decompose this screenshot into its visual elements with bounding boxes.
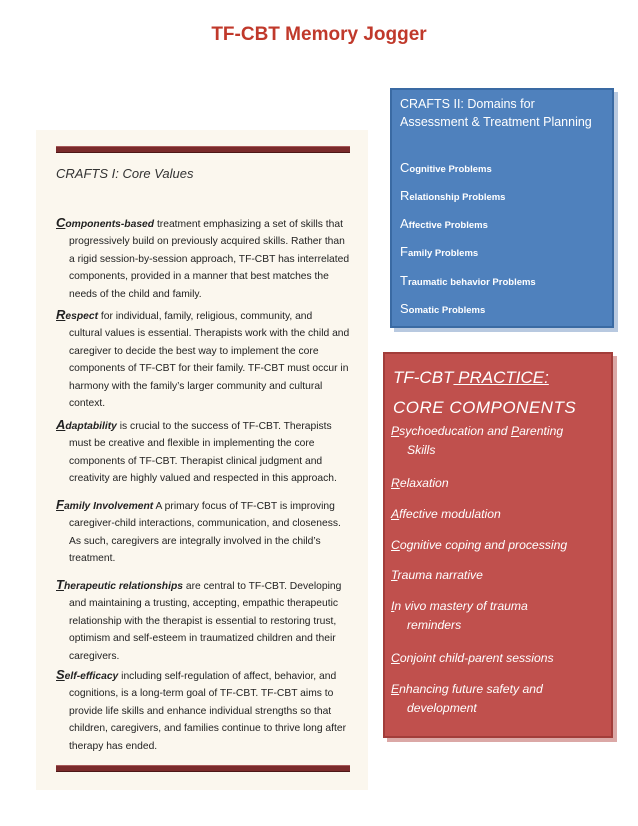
value-term: espect (65, 311, 99, 322)
value-term: daptability (65, 421, 117, 432)
core-values-panel (36, 130, 368, 790)
core-values-heading: CRAFTS I: Core Values (56, 166, 194, 181)
value-initial: S (56, 667, 65, 682)
component-item: Cognitive coping and processing (391, 538, 568, 552)
value-text-first: is crucial to the success of TF-CBT. Therapists (116, 421, 332, 432)
domain-item: Traumatic behavior Problems (400, 273, 536, 288)
value-initial: F (56, 497, 64, 512)
component-item: Conjoint child-parent sessions (391, 651, 554, 665)
component-item: Psychoeducation and Parenting Skills (391, 424, 564, 457)
value-initial: R (56, 307, 66, 322)
value-text-first: for individual, family, religious, community, and (98, 311, 313, 322)
assessment-domains-box (390, 88, 614, 328)
domain-item: Family Problems (400, 244, 479, 259)
assessment-domains-heading: CRAFTS II: Domains for Assessment & Treatment Planning (400, 97, 592, 129)
value-text-rest: cognitions, is a long-term goal of TF-CBT. TF-CBT aims to provide life skills and enhance individual strengths so that children, caregivers, and families continue to thrive long after therapy has ended. (69, 688, 347, 752)
bottom-divider (56, 765, 350, 772)
value-text-first: are central to TF-CBT. Developing (182, 581, 342, 592)
value-term: elf-efficacy (64, 671, 119, 682)
value-adaptability (56, 416, 352, 488)
value-initial: T (56, 577, 64, 592)
domain-item: Cognitive Problems (400, 160, 492, 175)
value-term: amily Involvement (63, 501, 154, 512)
value-respect (56, 306, 352, 412)
value-text-rest: progressively build on previously acquired skills. Rather than a rigid session-by-session approach, TF-CBT has interrelated components, provided in a manner that best matches the needs of the child and family. (69, 236, 350, 300)
core-components-heading: TF-CBT PRACTICE: (393, 368, 549, 387)
value-family-involvement (56, 496, 352, 568)
component-item: Enhancing future safety and development (391, 682, 543, 715)
component-item: In vivo mastery of trauma reminders (391, 599, 528, 632)
core-components-box (383, 352, 613, 738)
core-components-subheading: CORE COMPONENTS (393, 398, 577, 417)
domain-item: Somatic Problems (400, 301, 486, 316)
value-term: herapeutic relationships (63, 581, 183, 592)
component-item: Trauma narrative (391, 568, 483, 582)
value-initial: A (56, 417, 66, 432)
component-item: Relaxation (391, 476, 449, 490)
value-text-rest: cultural values is essential. Therapists work with the child and caregiver to decide the best way to implement the core components of TF-CBT for their family. TF-CBT must occur in harmony with the family’s larger community and cultural context. (69, 328, 350, 410)
value-text-first: A primary focus of TF-CBT is improving (153, 501, 335, 512)
value-text-rest: and maintaining a trusting, accepting, empathic therapeutic relationship with the therapist is essential to restoring trust, optimism and self-esteem in traumatized children and their caregivers. (69, 598, 339, 662)
value-text-rest: must be creative and flexible in implementing the core components of TF-CBT. Therapist clinical judgment and creativity are highly valued and respected in this approach. (69, 438, 337, 485)
value-therapeutic-relationships (56, 576, 352, 665)
component-item: Affective modulation (391, 507, 501, 521)
value-term: omponents-based (65, 219, 155, 230)
domain-item: Relationship Problems (400, 188, 506, 203)
value-text-first: treatment emphasizing a set of skills that (154, 219, 343, 230)
value-components-based (56, 214, 352, 303)
top-divider (56, 146, 350, 153)
value-self-efficacy (56, 666, 352, 755)
page-title: TF-CBT Memory Jogger (211, 24, 427, 45)
value-text-first: including self-regulation of affect, behavior, and (118, 671, 337, 682)
value-text-rest: caregiver-child interactions, communication, and closeness. As such, caregivers are integrally involved in the child’s treatment. (69, 518, 341, 565)
domain-item: Affective Problems (400, 216, 488, 231)
value-initial: C (56, 215, 66, 230)
